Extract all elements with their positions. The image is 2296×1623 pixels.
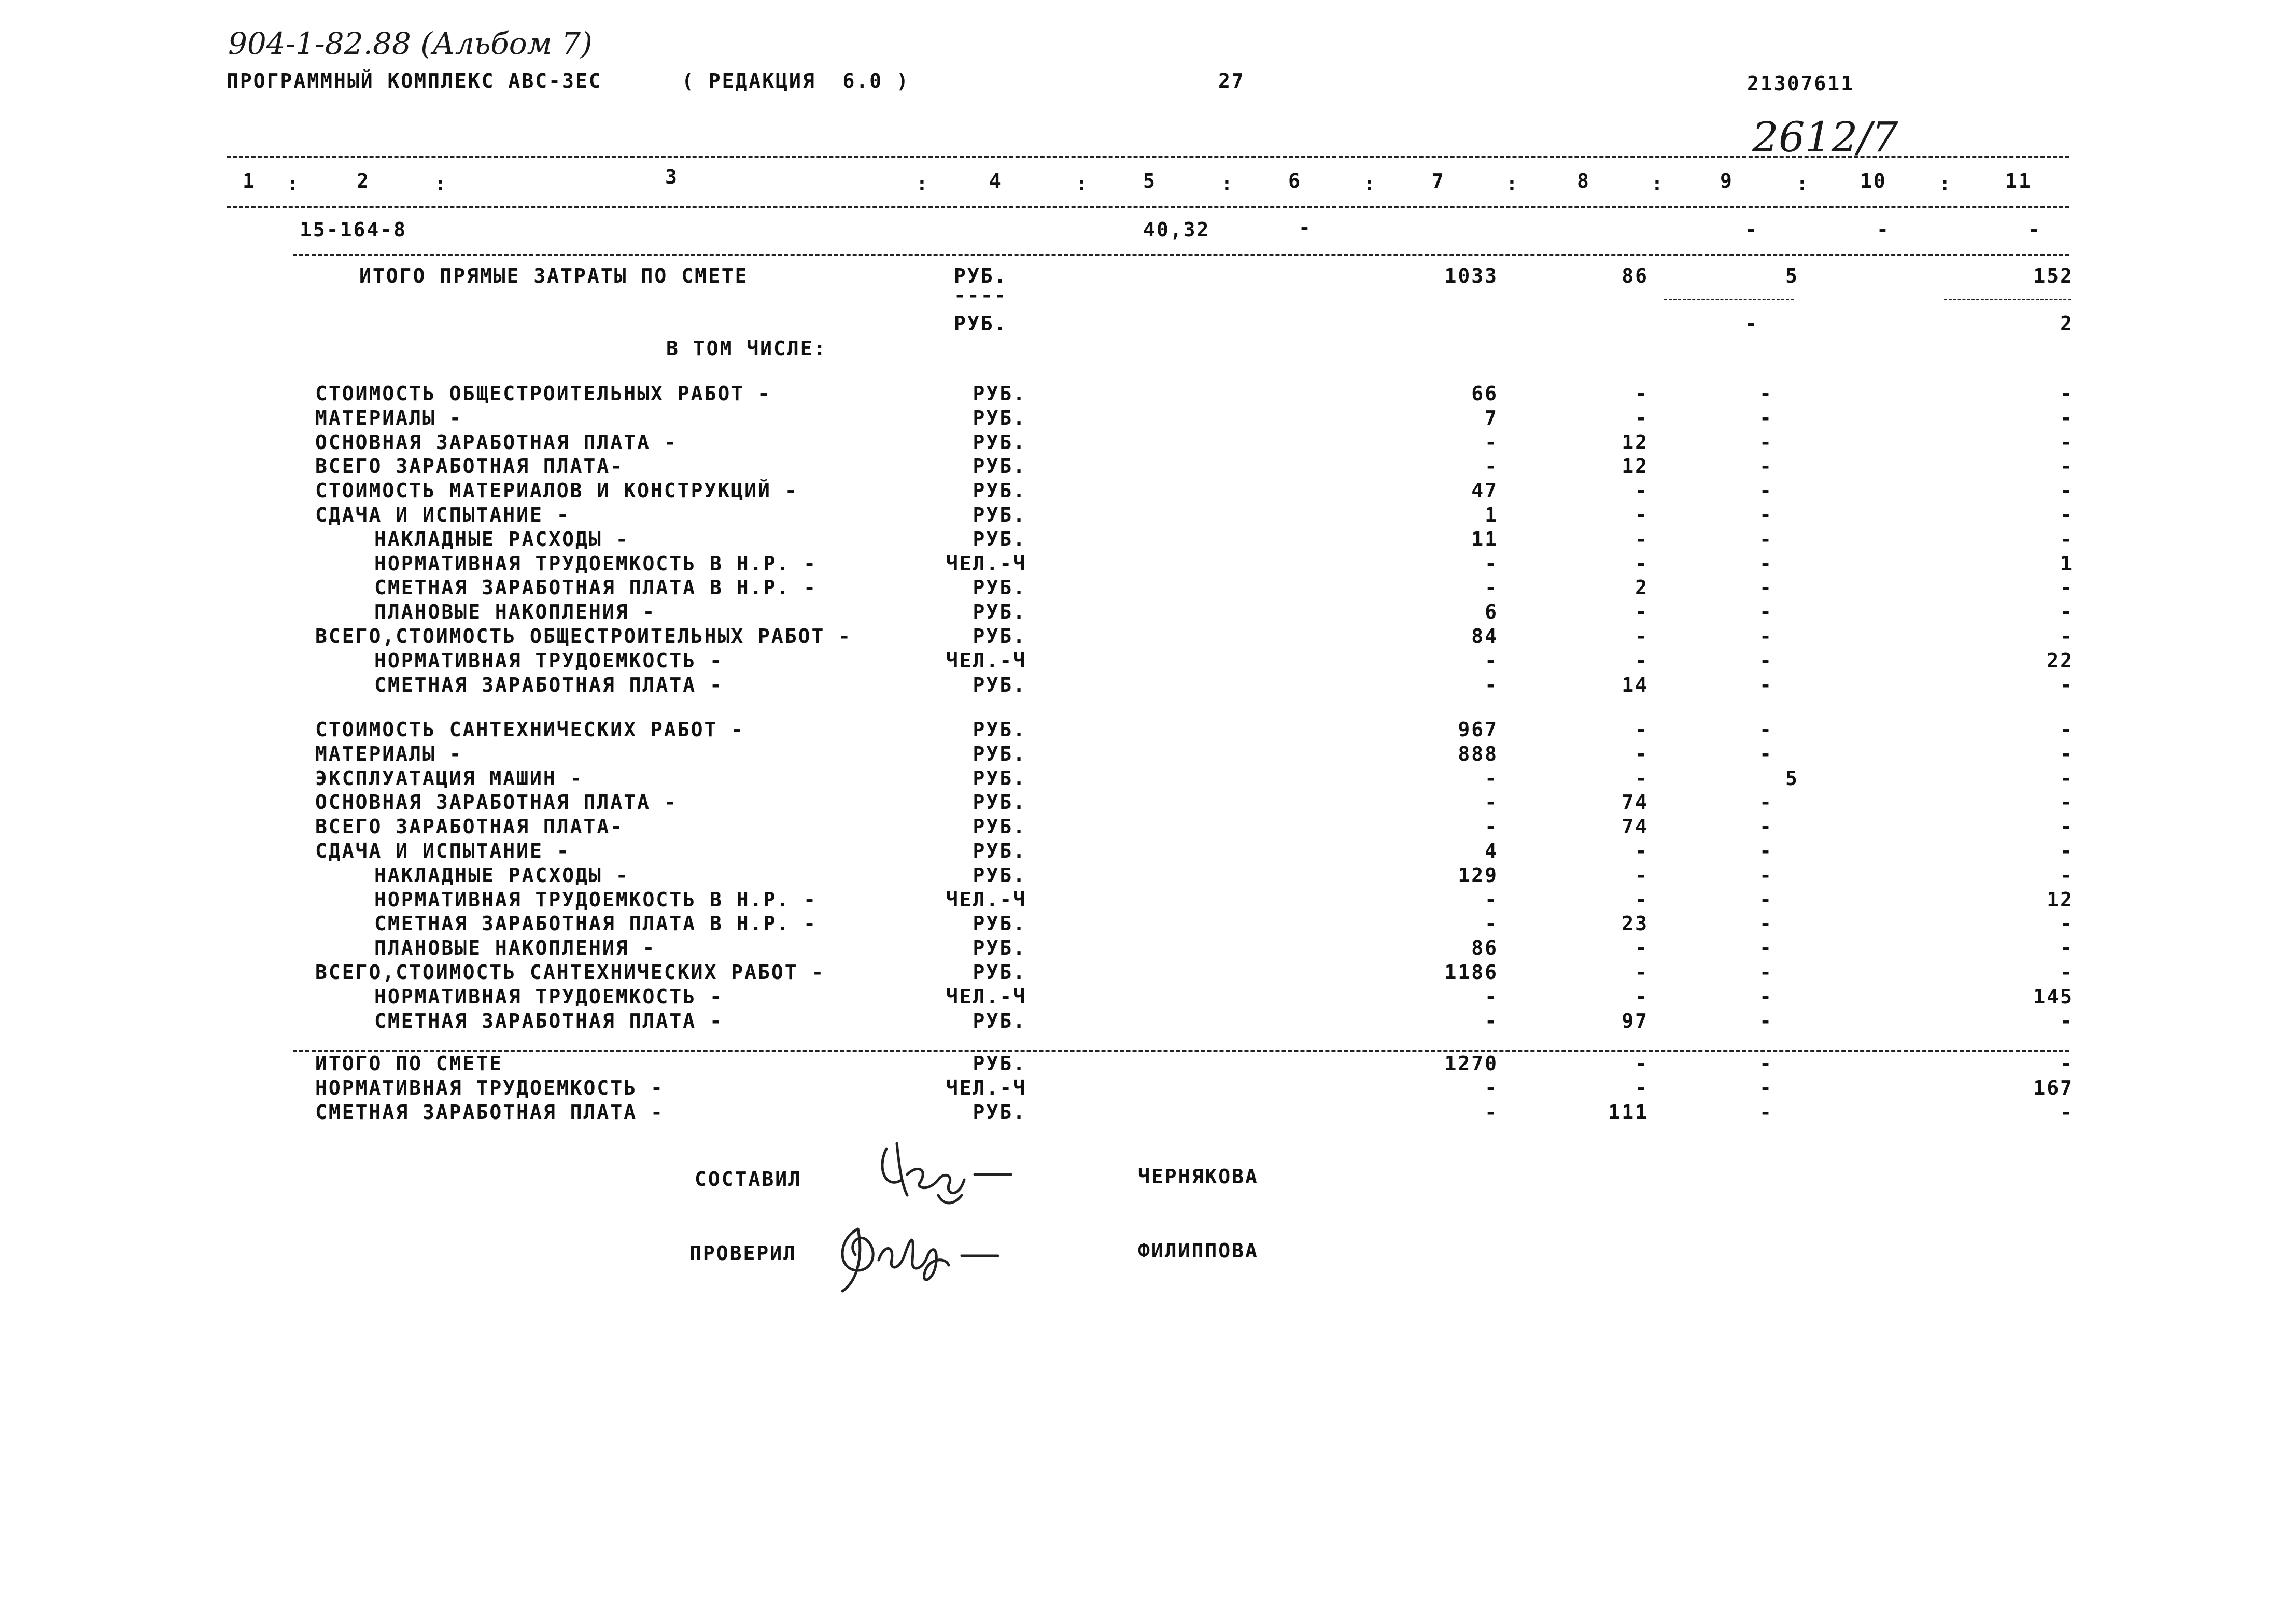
row-col9: -	[1759, 912, 1773, 935]
col-sep: :	[287, 172, 300, 195]
row-col8: -	[1635, 1076, 1649, 1099]
row-unit: РУБ.	[973, 742, 1026, 765]
row-unit: ЧЕЛ.-Ч	[946, 552, 1026, 575]
row-col11: -	[2060, 863, 2074, 887]
row-col11: -	[2060, 912, 2074, 935]
page-number: 27	[1218, 69, 1245, 92]
col9-underline	[1664, 299, 1794, 300]
row-label: ВСЕГО ЗАРАБОТНАЯ ПЛАТА-	[315, 455, 624, 478]
col-10: 10	[1860, 170, 1887, 192]
col-6: 6	[1288, 170, 1302, 192]
row-col9: -	[1759, 888, 1773, 911]
row-label: СМЕТНАЯ ЗАРАБОТНАЯ ПЛАТА -	[374, 1009, 723, 1032]
row-col11: -	[2060, 406, 2074, 429]
row-col11: 145	[2033, 985, 2074, 1008]
row-col7: -	[1485, 552, 1498, 575]
row-unit: ЧЕЛ.-Ч	[946, 888, 1026, 911]
direct-costs-col7: 1033	[1444, 264, 1498, 287]
row-col5-value: 40,32	[1143, 218, 1210, 241]
row-col7: 1	[1485, 503, 1498, 526]
row-col11: -	[2060, 961, 2074, 984]
row-unit: РУБ.	[973, 503, 1026, 526]
row-label: ВСЕГО,СТОИМОСТЬ САНТЕХНИЧЕСКИХ РАБОТ -	[315, 961, 825, 984]
checked-by-name: ФИЛИППОВА	[1138, 1239, 1259, 1262]
direct-costs-col9: 5	[1785, 264, 1799, 287]
row-col9: -	[1759, 961, 1773, 984]
direct-costs-col8: 86	[1622, 264, 1649, 287]
first-row-rule	[293, 254, 2069, 256]
row-col7: -	[1485, 888, 1498, 911]
col-sep: :	[1076, 172, 1089, 195]
row-col7: -	[1485, 766, 1498, 790]
row-col11: -	[2060, 479, 2074, 502]
row-label: НАКЛАДНЫЕ РАСХОДЫ -	[374, 527, 629, 551]
row-col7: -	[1485, 912, 1498, 935]
direct-costs-unit: РУБ.	[954, 264, 1008, 287]
row-unit: РУБ.	[973, 455, 1026, 478]
row-col6-value: -	[1299, 216, 1312, 239]
row-col7: 6	[1485, 600, 1498, 624]
row-col9: -	[1759, 1076, 1773, 1099]
row-col9: -	[1759, 649, 1773, 672]
row-label: ПЛАНОВЫЕ НАКОПЛЕНИЯ -	[374, 936, 656, 960]
row-label: НОРМАТИВНАЯ ТРУДОЕМКОСТЬ В Н.Р. -	[374, 888, 817, 911]
row-col9: -	[1759, 479, 1773, 502]
compiled-by-label: СОСТАВИЛ	[695, 1168, 802, 1191]
row-label: СДАЧА И ИСПЫТАНИЕ -	[315, 840, 570, 862]
row-col11: -	[2060, 430, 2074, 454]
row-col11: -	[2060, 1009, 2074, 1032]
row-unit: РУБ.	[973, 1009, 1026, 1032]
row-col11-value: -	[2028, 218, 2041, 241]
row-col8: 2	[1635, 576, 1649, 599]
row-label: ИТОГО ПО СМЕТЕ	[315, 1052, 503, 1075]
row-col9: -	[1759, 840, 1773, 862]
row-col9: -	[1759, 1009, 1773, 1032]
row-col11: 22	[2047, 649, 2074, 672]
row-col8: -	[1635, 718, 1649, 741]
row-col9: -	[1759, 1052, 1773, 1075]
row-col8: -	[1635, 961, 1649, 984]
row-label: НОРМАТИВНАЯ ТРУДОЕМКОСТЬ В Н.Р. -	[374, 552, 817, 575]
row-col7: -	[1485, 576, 1498, 599]
col-3: 3	[665, 165, 679, 188]
row-col7: -	[1485, 455, 1498, 478]
row-col9: -	[1759, 936, 1773, 960]
row-col9: -	[1759, 718, 1773, 741]
row-col8: -	[1635, 649, 1649, 672]
col-sep: :	[1796, 172, 1810, 195]
row-col9: -	[1759, 552, 1773, 575]
col-8: 8	[1577, 170, 1590, 192]
sub-row-col11: 2	[2060, 312, 2074, 335]
row-col7: -	[1485, 1009, 1498, 1032]
edition-label: ( РЕДАКЦИЯ 6.0 )	[682, 69, 910, 92]
row-label: НОРМАТИВНАЯ ТРУДОЕМКОСТЬ -	[374, 649, 723, 672]
row-unit: РУБ.	[973, 527, 1026, 551]
row-col9: -	[1759, 815, 1773, 838]
row-col7: 7	[1485, 406, 1498, 429]
row-col8: 23	[1622, 912, 1649, 935]
row-label: СМЕТНАЯ ЗАРАБОТНАЯ ПЛАТА -	[315, 1100, 664, 1124]
row-col8: -	[1635, 1052, 1649, 1075]
row-col9-value: -	[1745, 218, 1758, 241]
row-col8: -	[1635, 552, 1649, 575]
row-unit: РУБ.	[973, 430, 1026, 454]
row-label: ОСНОВНАЯ ЗАРАБОТНАЯ ПЛАТА -	[315, 430, 678, 454]
row-col7: 967	[1458, 718, 1498, 741]
row-col9: -	[1759, 382, 1773, 405]
row-col9: -	[1759, 527, 1773, 551]
col-1: 1	[243, 170, 256, 192]
row-col11: -	[2060, 766, 2074, 790]
checked-signature-icon	[827, 1208, 1045, 1296]
row-col7: 129	[1458, 863, 1498, 887]
row-col8: -	[1635, 840, 1649, 862]
row-col7: 84	[1471, 625, 1498, 648]
row-col11: -	[2060, 1052, 2074, 1075]
checked-by-label: ПРОВЕРИЛ	[689, 1242, 797, 1265]
row-label: ПЛАНОВЫЕ НАКОПЛЕНИЯ -	[374, 600, 656, 624]
row-label: СДАЧА И ИСПЫТАНИЕ -	[315, 503, 570, 526]
row-col9: 5	[1785, 766, 1799, 790]
row-col9: -	[1759, 985, 1773, 1008]
row-unit: РУБ.	[973, 479, 1026, 502]
row-label: ВСЕГО ЗАРАБОТНАЯ ПЛАТА-	[315, 815, 624, 838]
row-col9: -	[1759, 625, 1773, 648]
row-label: ОСНОВНАЯ ЗАРАБОТНАЯ ПЛАТА -	[315, 791, 678, 814]
header-bottom-rule	[227, 206, 2069, 208]
row-col9: -	[1759, 1100, 1773, 1124]
col-sep: :	[1939, 172, 1952, 195]
row-col11: -	[2060, 527, 2074, 551]
row-unit: РУБ.	[973, 718, 1026, 741]
row-unit: РУБ.	[973, 600, 1026, 624]
col-sep: :	[1221, 172, 1234, 195]
row-label: МАТЕРИАЛЫ -	[315, 742, 463, 765]
row-col8: -	[1635, 527, 1649, 551]
row-label: МАТЕРИАЛЫ -	[315, 406, 463, 429]
row-label: СТОИМОСТЬ ОБЩЕСТРОИТЕЛЬНЫХ РАБОТ -	[315, 382, 771, 405]
row-col7: -	[1485, 673, 1498, 696]
header-top-rule	[227, 156, 2069, 158]
direct-costs-dashes: ----	[954, 284, 1008, 306]
row-col11: -	[2060, 718, 2074, 741]
compiled-signature-icon	[871, 1133, 1026, 1211]
row-col8: 74	[1622, 815, 1649, 838]
compiled-by-name: ЧЕРНЯКОВА	[1138, 1165, 1259, 1188]
row-col11: -	[2060, 625, 2074, 648]
row-col7: 1186	[1444, 961, 1498, 984]
row-col8: -	[1635, 625, 1649, 648]
row-col8: -	[1635, 888, 1649, 911]
row-label: СМЕТНАЯ ЗАРАБОТНАЯ ПЛАТА В Н.Р. -	[374, 912, 817, 935]
handwritten-album-code: 904-1-82.88 (Альбом 7)	[228, 26, 593, 61]
row-col7: -	[1485, 791, 1498, 814]
row-col9: -	[1759, 742, 1773, 765]
row-col8: -	[1635, 863, 1649, 887]
direct-costs-label: ИТОГО ПРЯМЫЕ ЗАТРАТЫ ПО СМЕТЕ	[359, 264, 749, 287]
row-label: СТОИМОСТЬ МАТЕРИАЛОВ И КОНСТРУКЦИЙ -	[315, 479, 798, 502]
row-col8: -	[1635, 406, 1649, 429]
row-col9: -	[1759, 673, 1773, 696]
row-col7: 86	[1471, 936, 1498, 960]
row-col10-value: -	[1877, 218, 1890, 241]
row-unit: РУБ.	[973, 382, 1026, 405]
row-col9: -	[1759, 455, 1773, 478]
col-sep: :	[1506, 172, 1519, 195]
row-col8: 14	[1622, 673, 1649, 696]
row-col11: -	[2060, 815, 2074, 838]
row-code: 15-164-8	[300, 218, 407, 241]
including-label: В ТОМ ЧИСЛЕ:	[666, 337, 827, 360]
row-label: ВСЕГО,СТОИМОСТЬ ОБЩЕСТРОИТЕЛЬНЫХ РАБОТ -	[315, 625, 852, 648]
row-col7: 888	[1458, 742, 1498, 765]
row-label: СМЕТНАЯ ЗАРАБОТНАЯ ПЛАТА В Н.Р. -	[374, 576, 817, 599]
col11-underline	[1944, 299, 2071, 300]
row-col7: -	[1485, 649, 1498, 672]
row-col9: -	[1759, 503, 1773, 526]
row-col7: 47	[1471, 479, 1498, 502]
col-5: 5	[1143, 170, 1157, 192]
row-col11: -	[2060, 382, 2074, 405]
col-sep: :	[434, 172, 448, 195]
row-unit: РУБ.	[973, 766, 1026, 790]
document-code: 21307611	[1747, 72, 1855, 95]
row-col11: -	[2060, 503, 2074, 526]
row-unit: РУБ.	[973, 625, 1026, 648]
sub-row-unit: РУБ.	[954, 312, 1008, 335]
row-col11: -	[2060, 742, 2074, 765]
col-11: 11	[2005, 170, 2032, 192]
row-col8: -	[1635, 382, 1649, 405]
row-unit: РУБ.	[973, 576, 1026, 599]
row-col7: -	[1485, 1076, 1498, 1099]
row-label: НОРМАТИВНАЯ ТРУДОЕМКОСТЬ -	[374, 985, 723, 1008]
row-unit: ЧЕЛ.-Ч	[946, 1076, 1026, 1099]
row-col9: -	[1759, 430, 1773, 454]
row-col8: 74	[1622, 791, 1649, 814]
direct-costs-col11: 152	[2033, 264, 2074, 287]
row-col9: -	[1759, 791, 1773, 814]
row-col11: -	[2060, 455, 2074, 478]
row-unit: РУБ.	[973, 936, 1026, 960]
row-col11: -	[2060, 600, 2074, 624]
row-col11: -	[2060, 840, 2074, 862]
row-col8: -	[1635, 766, 1649, 790]
row-label: СТОИМОСТЬ САНТЕХНИЧЕСКИХ РАБОТ -	[315, 718, 745, 741]
sub-row-col9: -	[1745, 312, 1758, 335]
row-col11: 1	[2060, 552, 2074, 575]
row-col8: -	[1635, 936, 1649, 960]
row-unit: РУБ.	[973, 840, 1026, 862]
row-col7: -	[1485, 1100, 1498, 1124]
row-col8: -	[1635, 985, 1649, 1008]
row-col7: 66	[1471, 382, 1498, 405]
row-unit: РУБ.	[973, 1052, 1026, 1075]
row-col8: 97	[1622, 1009, 1649, 1032]
row-col11: -	[2060, 576, 2074, 599]
row-col11: -	[2060, 791, 2074, 814]
row-unit: ЧЕЛ.-Ч	[946, 649, 1026, 672]
row-col7: 1270	[1444, 1052, 1498, 1075]
row-label: ЭКСПЛУАТАЦИЯ МАШИН -	[315, 766, 584, 790]
row-col9: -	[1759, 406, 1773, 429]
row-col7: -	[1485, 815, 1498, 838]
col-4: 4	[989, 170, 1003, 192]
row-col8: -	[1635, 742, 1649, 765]
row-unit: РУБ.	[973, 912, 1026, 935]
row-col8: -	[1635, 503, 1649, 526]
handwritten-sheet-number: 2612/7	[1752, 113, 1898, 161]
row-unit: РУБ.	[973, 673, 1026, 696]
row-unit: РУБ.	[973, 961, 1026, 984]
row-col8: 12	[1622, 430, 1649, 454]
row-unit: РУБ.	[973, 791, 1026, 814]
row-col11: -	[2060, 936, 2074, 960]
row-label: НАКЛАДНЫЕ РАСХОДЫ -	[374, 863, 629, 887]
row-col11: 167	[2033, 1076, 2074, 1099]
row-col8: -	[1635, 600, 1649, 624]
row-unit: РУБ.	[973, 863, 1026, 887]
row-col11: 12	[2047, 888, 2074, 911]
row-unit: РУБ.	[973, 406, 1026, 429]
program-title: ПРОГРАММНЫЙ КОМПЛЕКС АВС-3ЕС	[227, 69, 602, 92]
col-sep: :	[1651, 172, 1665, 195]
row-col7: 4	[1485, 840, 1498, 862]
row-unit: ЧЕЛ.-Ч	[946, 985, 1026, 1008]
col-7: 7	[1432, 170, 1445, 192]
row-col8: 111	[1608, 1100, 1649, 1124]
row-col9: -	[1759, 600, 1773, 624]
col-sep: :	[1363, 172, 1377, 195]
row-col11: -	[2060, 1100, 2074, 1124]
col-2: 2	[357, 170, 370, 192]
col-9: 9	[1720, 170, 1734, 192]
col-sep: :	[916, 172, 929, 195]
row-unit: РУБ.	[973, 1100, 1026, 1124]
row-col9: -	[1759, 576, 1773, 599]
row-label: НОРМАТИВНАЯ ТРУДОЕМКОСТЬ -	[315, 1076, 664, 1099]
row-col8: 12	[1622, 455, 1649, 478]
row-col11: -	[2060, 673, 2074, 696]
row-col7: 11	[1471, 527, 1498, 551]
row-unit: РУБ.	[973, 815, 1026, 838]
row-col9: -	[1759, 863, 1773, 887]
final-top-rule	[293, 1050, 2069, 1052]
row-col8: -	[1635, 479, 1649, 502]
row-col7: -	[1485, 985, 1498, 1008]
row-col7: -	[1485, 430, 1498, 454]
row-label: СМЕТНАЯ ЗАРАБОТНАЯ ПЛАТА -	[374, 673, 723, 696]
